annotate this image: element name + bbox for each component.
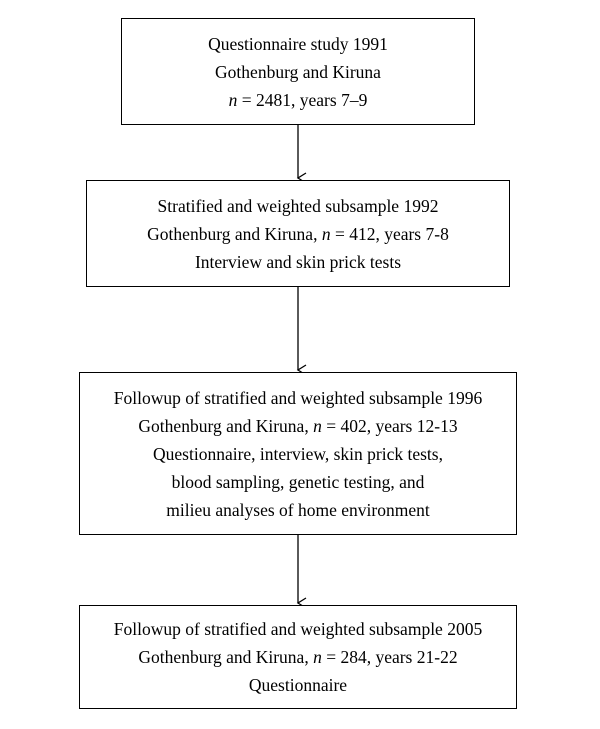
box-1996-line-2: Gothenburg and Kiruna, n = 402, years 12-13 [138, 415, 458, 436]
box-1996-line-5: milieu analyses of home environment [166, 499, 430, 520]
box-2005-line-3: Questionnaire [248, 675, 348, 695]
box-1996 [79, 372, 517, 535]
box-1996-line-1: Followup of stratified and weighted subsample 1996 [113, 387, 483, 408]
box-1996-line-3: Questionnaire, interview, skin prick tests, [153, 443, 443, 464]
box-1991 [121, 18, 475, 125]
box-2005-line-1: Followup of stratified and weighted subsample 2005 [113, 619, 483, 639]
box-1991-line-3: n = 2481, years 7–9 [228, 89, 368, 110]
box-1992-line-3: Interview and skin prick tests [194, 251, 402, 272]
box-1996-line-4: blood sampling, genetic testing, and [171, 471, 425, 492]
box-2005 [79, 605, 517, 709]
box-1992-line-1: Stratified and weighted subsample 1992 [157, 195, 439, 216]
box-2005-line-2: Gothenburg and Kiruna, n = 284, years 21-22 [138, 647, 458, 667]
box-1991-line-1: Questionnaire study 1991 [208, 33, 388, 54]
box-1992-line-2: Gothenburg and Kiruna, n = 412, years 7-8 [147, 223, 449, 244]
box-1992 [86, 180, 510, 287]
box-1991-line-2: Gothenburg and Kiruna [215, 61, 381, 82]
